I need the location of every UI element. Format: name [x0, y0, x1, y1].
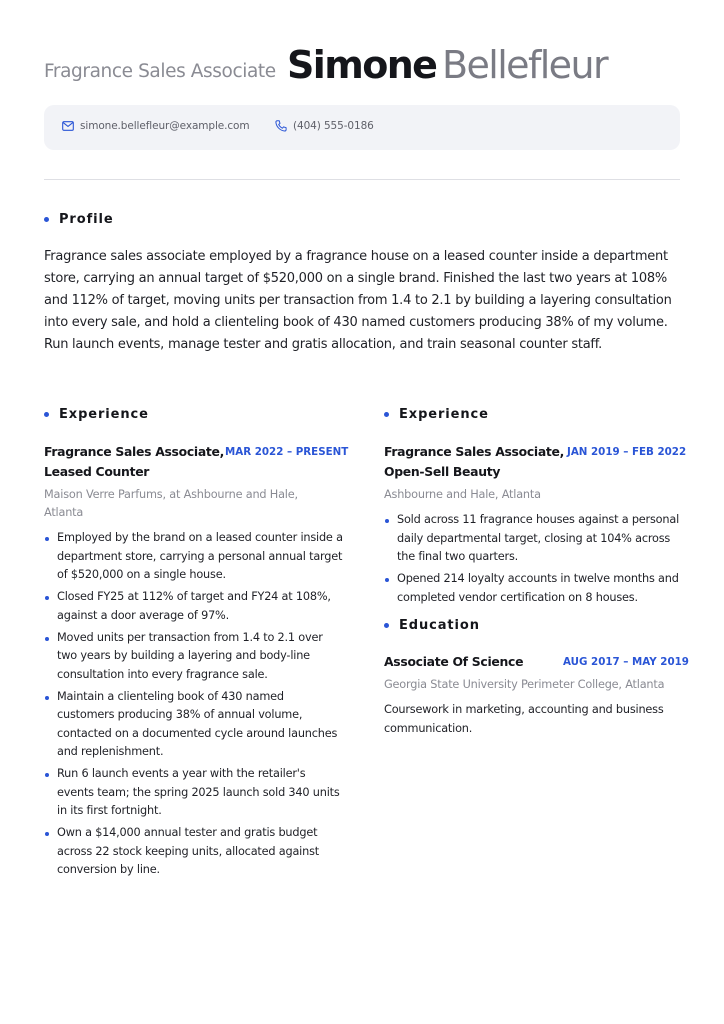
job-date: MAR 2022 – PRESENT — [225, 446, 349, 458]
contact-phone[interactable] — [275, 120, 374, 132]
experience-heading-label: Experience — [59, 407, 149, 422]
list-item: Maintain a clienteling book of 430 named customers producing 38% of annual volume, contacted on a documented cycle around launches and replenishment. — [44, 688, 344, 762]
bullet-dot-icon — [384, 623, 389, 628]
job-title-line1: Fragrance Sales Associate, — [384, 444, 565, 459]
phone-text: (404) 555-0186 — [293, 120, 374, 132]
first-name: Simone — [287, 43, 437, 87]
job-company: Ashbourne and Hale, Atlanta — [384, 488, 541, 501]
list-item: Opened 214 loyalty accounts in twelve months and completed vendor certification on 8 houses. — [384, 570, 686, 607]
experience-heading-left — [44, 407, 149, 422]
school-name: Georgia State University Perimeter College, Atlanta — [384, 678, 665, 691]
contact-email[interactable] — [62, 120, 250, 132]
resume-header — [44, 40, 684, 90]
education-date: AUG 2017 – MAY 2019 — [563, 656, 689, 668]
list-item: Closed FY25 at 112% of target and FY24 at 108%, against a door average of 97%. — [44, 588, 344, 625]
education-heading — [384, 618, 480, 633]
last-name: Bellefleur — [442, 43, 607, 87]
bullet-dot-icon — [44, 217, 49, 222]
profile-heading — [44, 212, 114, 227]
profile-heading-label: Profile — [59, 212, 114, 227]
bullet-dot-icon — [384, 412, 389, 417]
list-item: Own a $14,000 annual tester and gratis budget across 22 stock keeping units, allocated against conversion by line. — [44, 824, 344, 880]
list-item: Moved units per transaction from 1.4 to 2.1 over two years by building a layering and body-line consultation into every fragrance sale. — [44, 629, 344, 685]
education-heading-label: Education — [399, 618, 480, 633]
job-title-line2: Open-Sell Beauty — [384, 464, 501, 479]
job-date: JAN 2019 – FEB 2022 — [567, 446, 687, 458]
experience-heading-right — [384, 407, 489, 422]
job-company: Maison Verre Parfums, at Ashbourne and Hale, Atlanta — [44, 488, 298, 519]
job-title-line1: Fragrance Sales Associate, — [44, 444, 225, 459]
job-title: Fragrance Sales Associate — [44, 61, 276, 82]
list-item: Sold across 11 fragrance houses against a personal daily departmental target, closing at 104% across the final two quarters. — [384, 511, 686, 567]
job-bullets-left — [44, 529, 344, 883]
divider — [44, 179, 680, 180]
bullet-dot-icon — [44, 412, 49, 417]
profile-text: Fragrance sales associate employed by a fragrance house on a leased counter inside a department store, carrying an annual target of $520,000 on a single brand. Finished the last two years at 108% and 112% of target, moving units per transaction from 1.4 to 2.1 by building a layering consultation into every sale, and hold a clienteling book of 430 named customers producing 38% of my volume. Run launch events, manage tester and gratis allocation, and train seasonal counter staff. — [44, 249, 672, 352]
education-text: Coursework in marketing, accounting and business communication. — [384, 703, 664, 735]
contact-bar — [44, 105, 680, 150]
job-bullets-right — [384, 511, 686, 611]
email-text: simone.bellefleur@example.com — [80, 120, 250, 132]
job-title-line2: Leased Counter — [44, 464, 150, 479]
degree-title: Associate Of Science — [384, 654, 524, 669]
envelope-icon — [62, 121, 74, 131]
list-item: Run 6 launch events a year with the retailer's events team; the spring 2025 launch sold 340 units in its first fortnight. — [44, 765, 344, 821]
list-item: Employed by the brand on a leased counter inside a department store, carrying a personal annual target of $520,000 on a single house. — [44, 529, 344, 585]
experience-heading-label: Experience — [399, 407, 489, 422]
phone-icon — [275, 120, 287, 132]
